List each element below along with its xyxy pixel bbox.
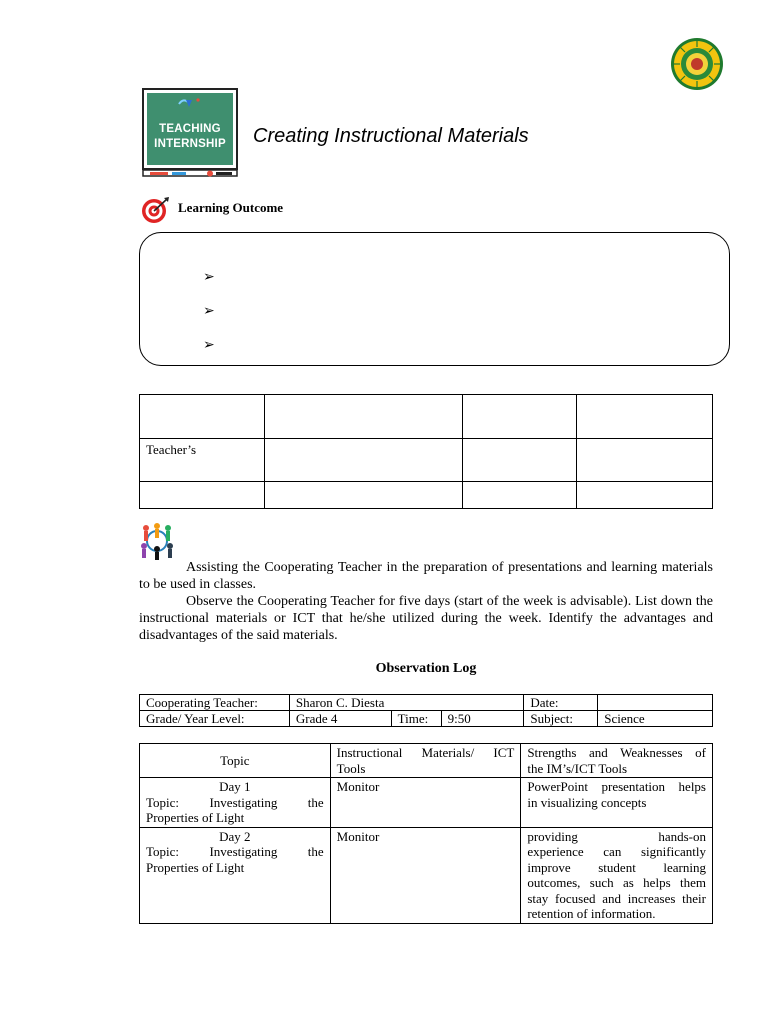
materials-header-line2: Tools xyxy=(336,760,366,776)
notes-line5: stay focused and increases their xyxy=(527,890,706,906)
notes-line1: PowerPoint presentation helps xyxy=(527,779,706,794)
learning-outcome-box xyxy=(139,232,730,366)
info-row xyxy=(140,439,713,482)
date-value xyxy=(598,695,713,711)
observation-log-table xyxy=(139,694,713,727)
topic-line2: Properties of Light xyxy=(146,810,245,825)
notes-cell xyxy=(521,778,713,828)
info-cell xyxy=(140,482,265,509)
info-cell xyxy=(140,395,265,439)
materials-header-line1: Instructional Materials/ ICT xyxy=(336,745,515,760)
log-row xyxy=(140,711,713,727)
teaching-internship-logo xyxy=(142,88,238,184)
target-icon xyxy=(140,196,170,224)
notes-line1: providing hands-on xyxy=(527,828,706,844)
instruction-paragraph-1 xyxy=(139,559,713,593)
grade-value: Grade 4 xyxy=(289,711,391,727)
info-cell xyxy=(463,482,577,509)
strengths-header-line1: Strengths and Weaknesses of xyxy=(527,745,706,760)
time-value: 9:50 xyxy=(441,711,524,727)
info-cell xyxy=(577,395,713,439)
info-cell xyxy=(264,439,463,482)
time-label: Time: xyxy=(391,711,441,727)
materials-header xyxy=(330,744,521,778)
date-label: Date: xyxy=(524,695,598,711)
university-seal-logo xyxy=(670,37,724,91)
info-table xyxy=(139,394,713,509)
notes-line4: outcomes, such as helps them xyxy=(527,875,706,890)
info-row xyxy=(140,395,713,439)
info-cell xyxy=(577,482,713,509)
instruction-text-2: Observe the Cooperating Teacher for five days (start of the week is advisable). List down the instructional materials or ICT that he/she utilized during the week. Identify the advantages and disadvantages of the said materials. xyxy=(139,594,713,643)
material-cell: Monitor xyxy=(330,778,521,828)
day-label: Day 2 xyxy=(219,828,251,844)
subject-value: Science xyxy=(598,711,713,727)
grade-label: Grade/ Year Level: xyxy=(140,711,290,727)
notes-line2: in visualizing concepts xyxy=(527,794,647,810)
notes-line3: improve student learning xyxy=(527,859,706,875)
instruction-paragraph-2 xyxy=(139,593,713,644)
log-row xyxy=(140,695,713,711)
outcome-bullet-2: ➢ xyxy=(203,304,215,319)
learning-outcome-heading: Learning Outcome xyxy=(178,200,284,215)
material-cell: Monitor xyxy=(330,827,521,923)
observation-log-title: Observation Log xyxy=(375,661,477,676)
subject-label: Subject: xyxy=(524,711,598,727)
topic-cell xyxy=(140,778,331,828)
cooperating-teacher-label: Cooperating Teacher: xyxy=(140,695,290,711)
notes-cell xyxy=(521,827,713,923)
notes-line6: retention of information. xyxy=(527,906,656,921)
info-cell xyxy=(463,395,577,439)
info-cell xyxy=(463,439,577,482)
notes-line2: experience can significantly xyxy=(527,844,706,859)
page-title: Creating Instructional Materials xyxy=(253,125,529,147)
info-cell xyxy=(264,395,463,439)
observation-table xyxy=(139,743,713,924)
table-row xyxy=(140,778,713,828)
strengths-header xyxy=(521,744,713,778)
topic-cell xyxy=(140,827,331,923)
outcome-bullet-1: ➢ xyxy=(203,270,215,285)
info-cell xyxy=(577,439,713,482)
cooperating-teacher-value: Sharon C. Diesta xyxy=(289,695,524,711)
board-label xyxy=(146,122,234,152)
board-label-line1: TEACHING xyxy=(159,123,221,135)
topic-line1: Topic: Investigating the xyxy=(146,794,324,810)
info-row xyxy=(140,482,713,509)
observation-header-row xyxy=(140,744,713,778)
info-cell xyxy=(264,482,463,509)
strengths-header-line2: the IM’s/ICT Tools xyxy=(527,760,628,776)
instruction-text-1: Assisting the Cooperating Teacher in the preparation of presentations and learning materials to be used in classes. xyxy=(139,560,713,592)
topic-header: Topic xyxy=(140,744,331,778)
outcome-bullet-3: ➢ xyxy=(203,338,215,353)
group-people-icon xyxy=(138,522,176,560)
teacher-label: Teacher’s xyxy=(140,439,265,482)
board-label-line2: INTERNSHIP xyxy=(154,138,226,150)
topic-line1: Topic: Investigating the xyxy=(146,844,324,859)
day-label: Day 1 xyxy=(219,779,251,794)
table-row xyxy=(140,827,713,923)
topic-line2: Properties of Light xyxy=(146,859,245,875)
